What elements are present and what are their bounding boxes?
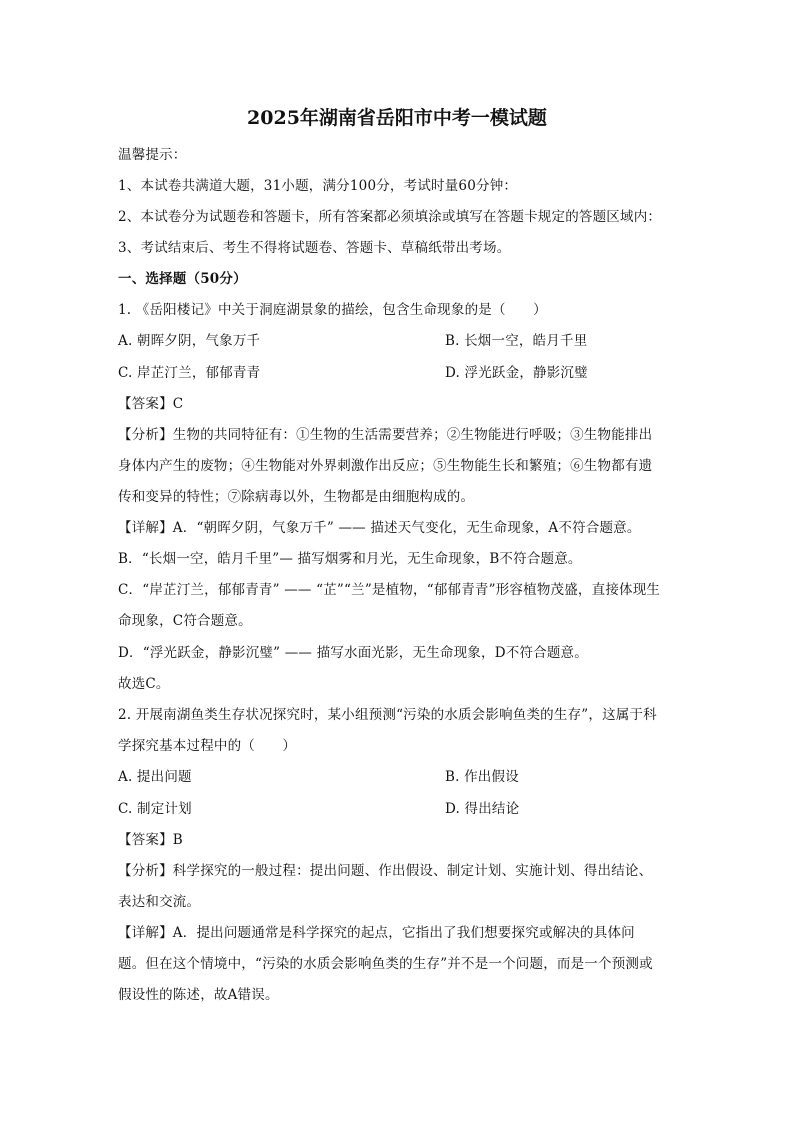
question-1-option-a: A. 朝晖夕阴，气象万千	[118, 333, 261, 349]
question-1-analysis: 传和变异的特性；⑦除病毒以外，生物都是由细胞构成的。	[118, 489, 475, 505]
question-1-answer: 【答案】C	[118, 396, 184, 412]
question-1-analysis: 身体内产生的废物；④生物能对外界刺激作出反应；⑤生物能生长和繁殖；⑥生物都有遗	[118, 458, 653, 474]
question-1-detail: D．“浮光跃金，静影沉璧” —— 描写水面光影，无生命现象，D不符合题意。	[118, 645, 588, 661]
tip-item: 1、本试卷共满道大题，31小题，满分100分，考试时量60分钟：	[118, 178, 518, 194]
tip-item: 2、本试卷分为试题卷和答题卡，所有答案都必须填涂或填写在答题卡规定的答题区域内：	[118, 209, 662, 225]
tips-heading: 温馨提示：	[118, 147, 187, 163]
question-1-option-c: C. 岸芷汀兰，郁郁青青	[118, 365, 261, 381]
question-1-option-b: B. 长烟一空，皓月千里	[445, 333, 588, 349]
question-1-conclusion: 故选C。	[118, 676, 170, 692]
question-1-option-d: D. 浮光跃金，静影沉璧	[445, 365, 588, 381]
question-2-option-c: C. 制定计划	[118, 801, 192, 817]
section-heading: 一、选择题（50分）	[118, 271, 247, 287]
question-1-detail: C．“岸芷汀兰，郁郁青青” —— “芷”“兰”是植物，“郁郁青青”形容植物茂盛，直接体现生	[118, 582, 661, 598]
question-2-stem: 2. 开展南湖鱼类生存状况探究时，某小组预测“污染的水质会影响鱼类的生存”，这属于科	[118, 707, 657, 723]
question-2-option-b: B. 作出假设	[445, 769, 519, 785]
question-1-analysis: 【分析】生物的共同特征有：①生物的生活需要营养；②生物能进行呼吸；③生物能排出	[118, 427, 653, 443]
question-2-option-d: D. 得出结论	[445, 801, 520, 817]
question-1-detail: 【详解】A．“朝晖夕阴，气象万千” —— 描述天气变化，无生命现象，A不符合题意。	[118, 520, 641, 536]
page-title: 2025年湖南省岳阳市中考一模试题	[247, 107, 547, 129]
question-2-option-a: A. 提出问题	[118, 769, 192, 785]
question-2-detail: 题。但在这个情境中，“污染的水质会影响鱼类的生存”并不是一个问题，而是一个预测或	[118, 956, 653, 972]
tip-item: 3、考试结束后、考生不得将试题卷、答题卡、草稿纸带出考场。	[118, 240, 511, 256]
question-2-stem: 学探究基本过程中的（ ）	[118, 738, 297, 754]
question-1-detail: B．“长烟一空，皓月千里”— 描写烟雾和月光，无生命现象，B不符合题意。	[118, 551, 582, 567]
question-1-stem: 1. 《岳阳楼记》中关于洞庭湖景象的描绘，包含生命现象的是（ ）	[118, 302, 547, 318]
question-2-detail: 【详解】A．提出问题通常是科学探究的起点，它指出了我们想要探究或解决的具体问	[118, 925, 635, 941]
question-2-detail: 假设性的陈述，故A错误。	[118, 987, 279, 1003]
question-1-detail: 命现象，C符合题意。	[118, 613, 252, 629]
question-2-analysis: 表达和交流。	[118, 894, 201, 910]
question-2-analysis: 【分析】科学探究的一般过程：提出问题、作出假设、制定计划、实施计划、得出结论、	[118, 863, 653, 879]
question-2-answer: 【答案】B	[118, 832, 183, 848]
